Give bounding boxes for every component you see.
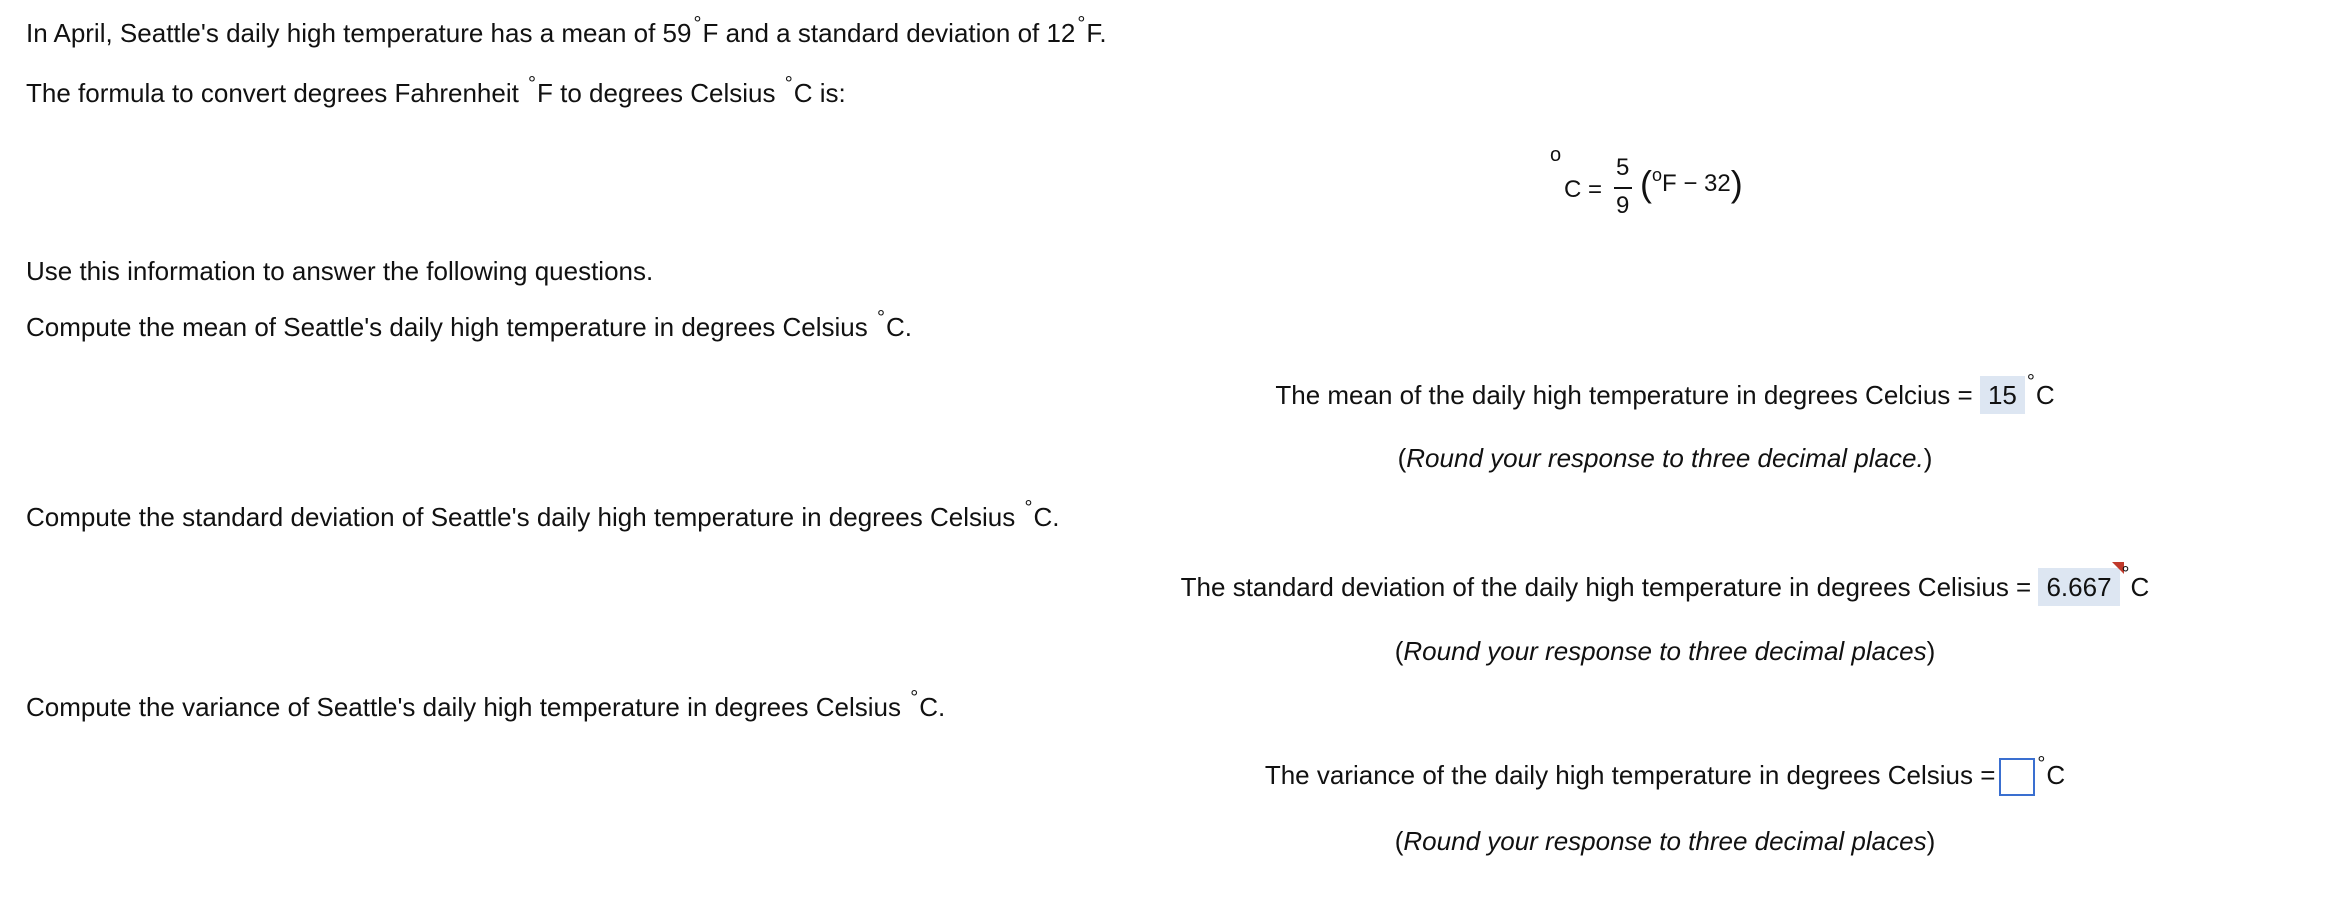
hint-open-paren: ( xyxy=(1397,443,1407,473)
question-std-prompt xyxy=(26,497,1060,533)
intro-line-1-text-b: F and a standard deviation of 12 xyxy=(702,18,1076,48)
answer-label-variance: The variance of the daily high temperature in degrees Celsius = xyxy=(1264,759,1996,790)
answer-input-mean[interactable]: 15 xyxy=(1980,376,2025,414)
question-variance-prompt xyxy=(26,687,946,723)
answer-row-std xyxy=(1010,563,2320,606)
intro-line-1-text-a: In April, Seattle's daily high temperature has a mean of 59 xyxy=(26,18,692,48)
question-mean-prompt-suffix: C. xyxy=(886,312,912,342)
question-std-prompt-text: Compute the standard deviation of Seattle's daily high temperature in degrees Celsius xyxy=(26,502,1023,532)
conversion-formula xyxy=(1548,140,1768,230)
answer-row-mean xyxy=(1010,371,2320,414)
formula-degree-sup: o xyxy=(1652,164,1663,185)
hint-mean xyxy=(1010,443,2320,474)
formula-denominator: 9 xyxy=(1616,192,1630,219)
unit-suffix-variance: C xyxy=(2046,759,2066,790)
degree-symbol: ° xyxy=(2026,371,2035,393)
hint-text-variance: Round your response to three decimal places xyxy=(1403,826,1927,856)
formula-expression: F − 32 xyxy=(1662,170,1731,197)
degree-symbol: ° xyxy=(1024,497,1033,519)
hint-std xyxy=(1010,636,2320,667)
question-mean-prompt-text: Compute the mean of Seattle's daily high temperature in degrees Celsius xyxy=(26,312,875,342)
question-mean-prompt xyxy=(26,307,912,343)
question-variance-prompt-suffix: C. xyxy=(919,692,946,722)
degree-symbol: ° xyxy=(784,73,793,95)
answer-input-variance[interactable] xyxy=(1999,758,2035,796)
answer-row-variance xyxy=(1010,753,2320,796)
unit-suffix-std: C xyxy=(2130,572,2150,602)
degree-symbol: ° xyxy=(877,307,885,329)
degree-symbol: ° xyxy=(693,13,702,35)
question-std-prompt-suffix: C. xyxy=(1033,502,1060,532)
hint-close-paren: ) xyxy=(1923,443,1933,473)
hint-open-paren: ( xyxy=(1394,826,1404,856)
formula-degree-o: o xyxy=(1550,144,1562,166)
formula-open-paren: ( xyxy=(1640,163,1652,204)
degree-symbol: ° xyxy=(910,687,919,709)
formula-numerator: 5 xyxy=(1616,154,1630,181)
intro-line-2-text-c: C is: xyxy=(793,78,846,108)
hint-text-std: Round your response to three decimal places xyxy=(1403,636,1927,666)
answer-label-std: The standard deviation of the daily high temperature in degrees Celisius = xyxy=(1180,572,2032,602)
formula-c-equals: C = xyxy=(1564,176,1603,203)
intro-line-1 xyxy=(26,13,1107,49)
intro-line-2-text-b: F to degrees Celsius xyxy=(537,78,783,108)
degree-symbol: ° xyxy=(1077,13,1086,35)
answer-label-mean: The mean of the daily high temperature in degrees Celcius = xyxy=(1275,380,1973,410)
intro-line-2-text-a: The formula to convert degrees Fahrenheit xyxy=(26,78,527,108)
hint-close-paren: ) xyxy=(1926,636,1936,666)
intro-line-1-text-c: F. xyxy=(1086,18,1107,48)
hint-open-paren: ( xyxy=(1394,636,1404,666)
degree-symbol: ° xyxy=(2037,753,2046,775)
hint-close-paren: ) xyxy=(1926,826,1936,856)
question-variance-prompt-text: Compute the variance of Seattle's daily high temperature in degrees Celsius xyxy=(26,692,909,722)
instructions: Use this information to answer the following questions. xyxy=(26,256,654,286)
unit-suffix-mean: C xyxy=(2035,380,2055,410)
formula-parenthesized-expression xyxy=(1640,163,1743,204)
hint-text-mean: Round your response to three decimal place. xyxy=(1406,443,1924,473)
answer-input-std[interactable]: 6.667 xyxy=(2038,568,2119,606)
degree-symbol: ° xyxy=(528,73,537,95)
hint-variance xyxy=(1010,826,2320,857)
formula-fraction-bar xyxy=(1614,187,1632,189)
intro-line-2 xyxy=(26,73,846,109)
formula-close-paren: ) xyxy=(1730,163,1743,204)
degree-symbol: ° xyxy=(2121,563,2130,585)
